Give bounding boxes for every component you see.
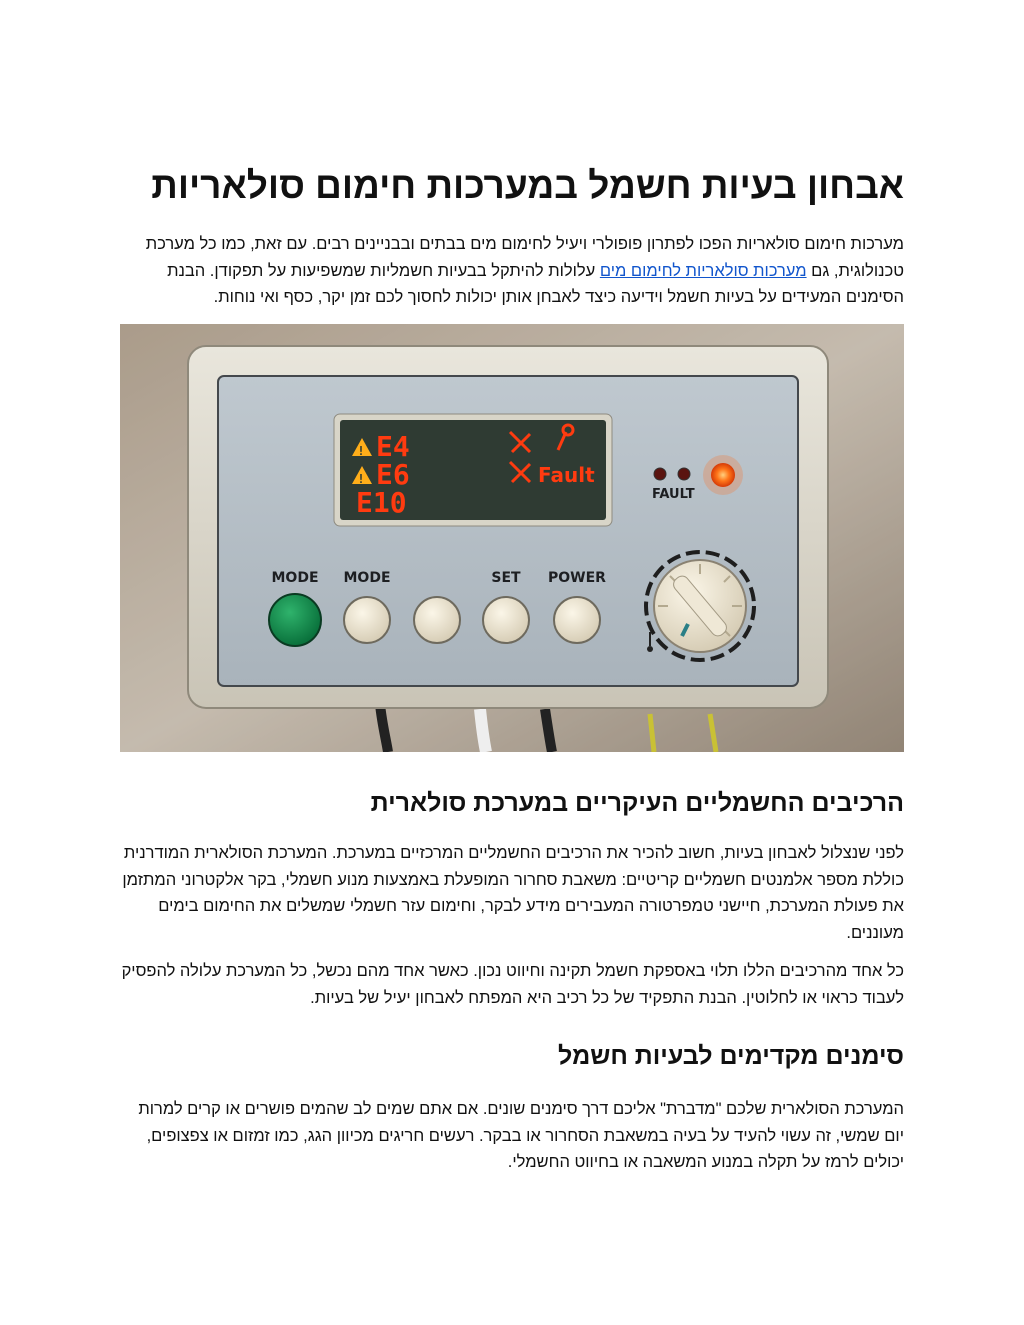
- power-button: [554, 597, 600, 643]
- page-title: אבחון בעיות חשמל במערכות חימום סולאריות: [151, 165, 904, 206]
- section-heading-components: הרכיבים החשמליים העיקריים במערכת סולארית: [370, 789, 904, 817]
- hero-image: [120, 324, 904, 752]
- button-label-power: POWER: [548, 570, 606, 586]
- components-paragraph-2: כל אחד מהרכיבים הללו תלוי באספקת חשמל תקינה וחיווט נכון. כאשר אחד מהם נכשל, כל המערכת עלולה להפסיק לעבוד כראוי או לחלוטין. הבנת התפקיד של כל רכיב היא המפתח לאבחון יעיל של בעיות.: [121, 962, 904, 1007]
- intro-text-before: מערכות חימום סולאריות הפכו לפתרון פופולרי ויעיל לחימום מים בבתים ובבניינים רבים. עם זאת, כמו כל מערכת טכנולוגית, גם: [145, 235, 904, 280]
- section-heading-warning-signs: סימנים מקדימים לבעיות חשמל: [558, 1042, 904, 1070]
- warning-signs-paragraph: המערכת הסולארית שלכם "מדברת" אליכם דרך סימנים שונים. אם אתם שמים לב שהמים פושרים או קרים למרות יום שמשי, זה עשוי להעיד על בעיה במשאבת הסחרור או בבקר. רעשים חריגים מכיוון הגג, כמו זמזום או צפצופים, יכולים לרמז על תקלה במנוע המשאבה או בחיווט החשמלי.: [138, 1100, 904, 1171]
- lcd-line-3: E10: [356, 486, 407, 519]
- button-label-mode-2: MODE: [343, 570, 391, 586]
- components-paragraph-1: לפני שנצלול לאבחון בעיות, חשוב להכיר את הרכיבים החשמליים המרכזיים במערכת. המערכת הסולארית המודרנית כוללת מספר אלמנטים חשמליים קריטיים: משאבת סחרור המופעלת באמצעות מנוע חשמלי, בקר אלקטרוני המתזמן את פעולת המערכת, חיישני טמפרטורה המעבירים מידע לבקר, וחימום עזר חשמלי שמשלים את החימום בימים מעוננים.: [122, 844, 904, 942]
- lcd-fault-text: Fault: [538, 463, 595, 487]
- intro-text-after: עלולות להיתקל בבעיות חשמליות שמשפיעות על תפקודן. הבנת הסימנים המעידים על בעיות חשמל וידיעה כיצד לאבחן אותן יכולות לחסוך לכם זמן יקר, כסף ואי נוחות.: [167, 261, 904, 306]
- intro-paragraph: [120, 231, 904, 311]
- set-button: [483, 597, 529, 643]
- lcd-line-2: E6: [376, 458, 410, 491]
- lcd-line-1: E4: [376, 430, 410, 463]
- solar-water-heating-link[interactable]: מערכות סולאריות לחימום מים: [599, 261, 807, 280]
- svg-text:!: !: [357, 472, 365, 486]
- svg-text:!: !: [357, 444, 365, 458]
- button-label-mode-1: MODE: [271, 570, 319, 586]
- mode-button: [344, 597, 390, 643]
- mode-green-button: [269, 594, 321, 646]
- unlabeled-button: [414, 597, 460, 643]
- fault-label: FAULT: [652, 487, 695, 502]
- button-label-set: SET: [491, 570, 521, 586]
